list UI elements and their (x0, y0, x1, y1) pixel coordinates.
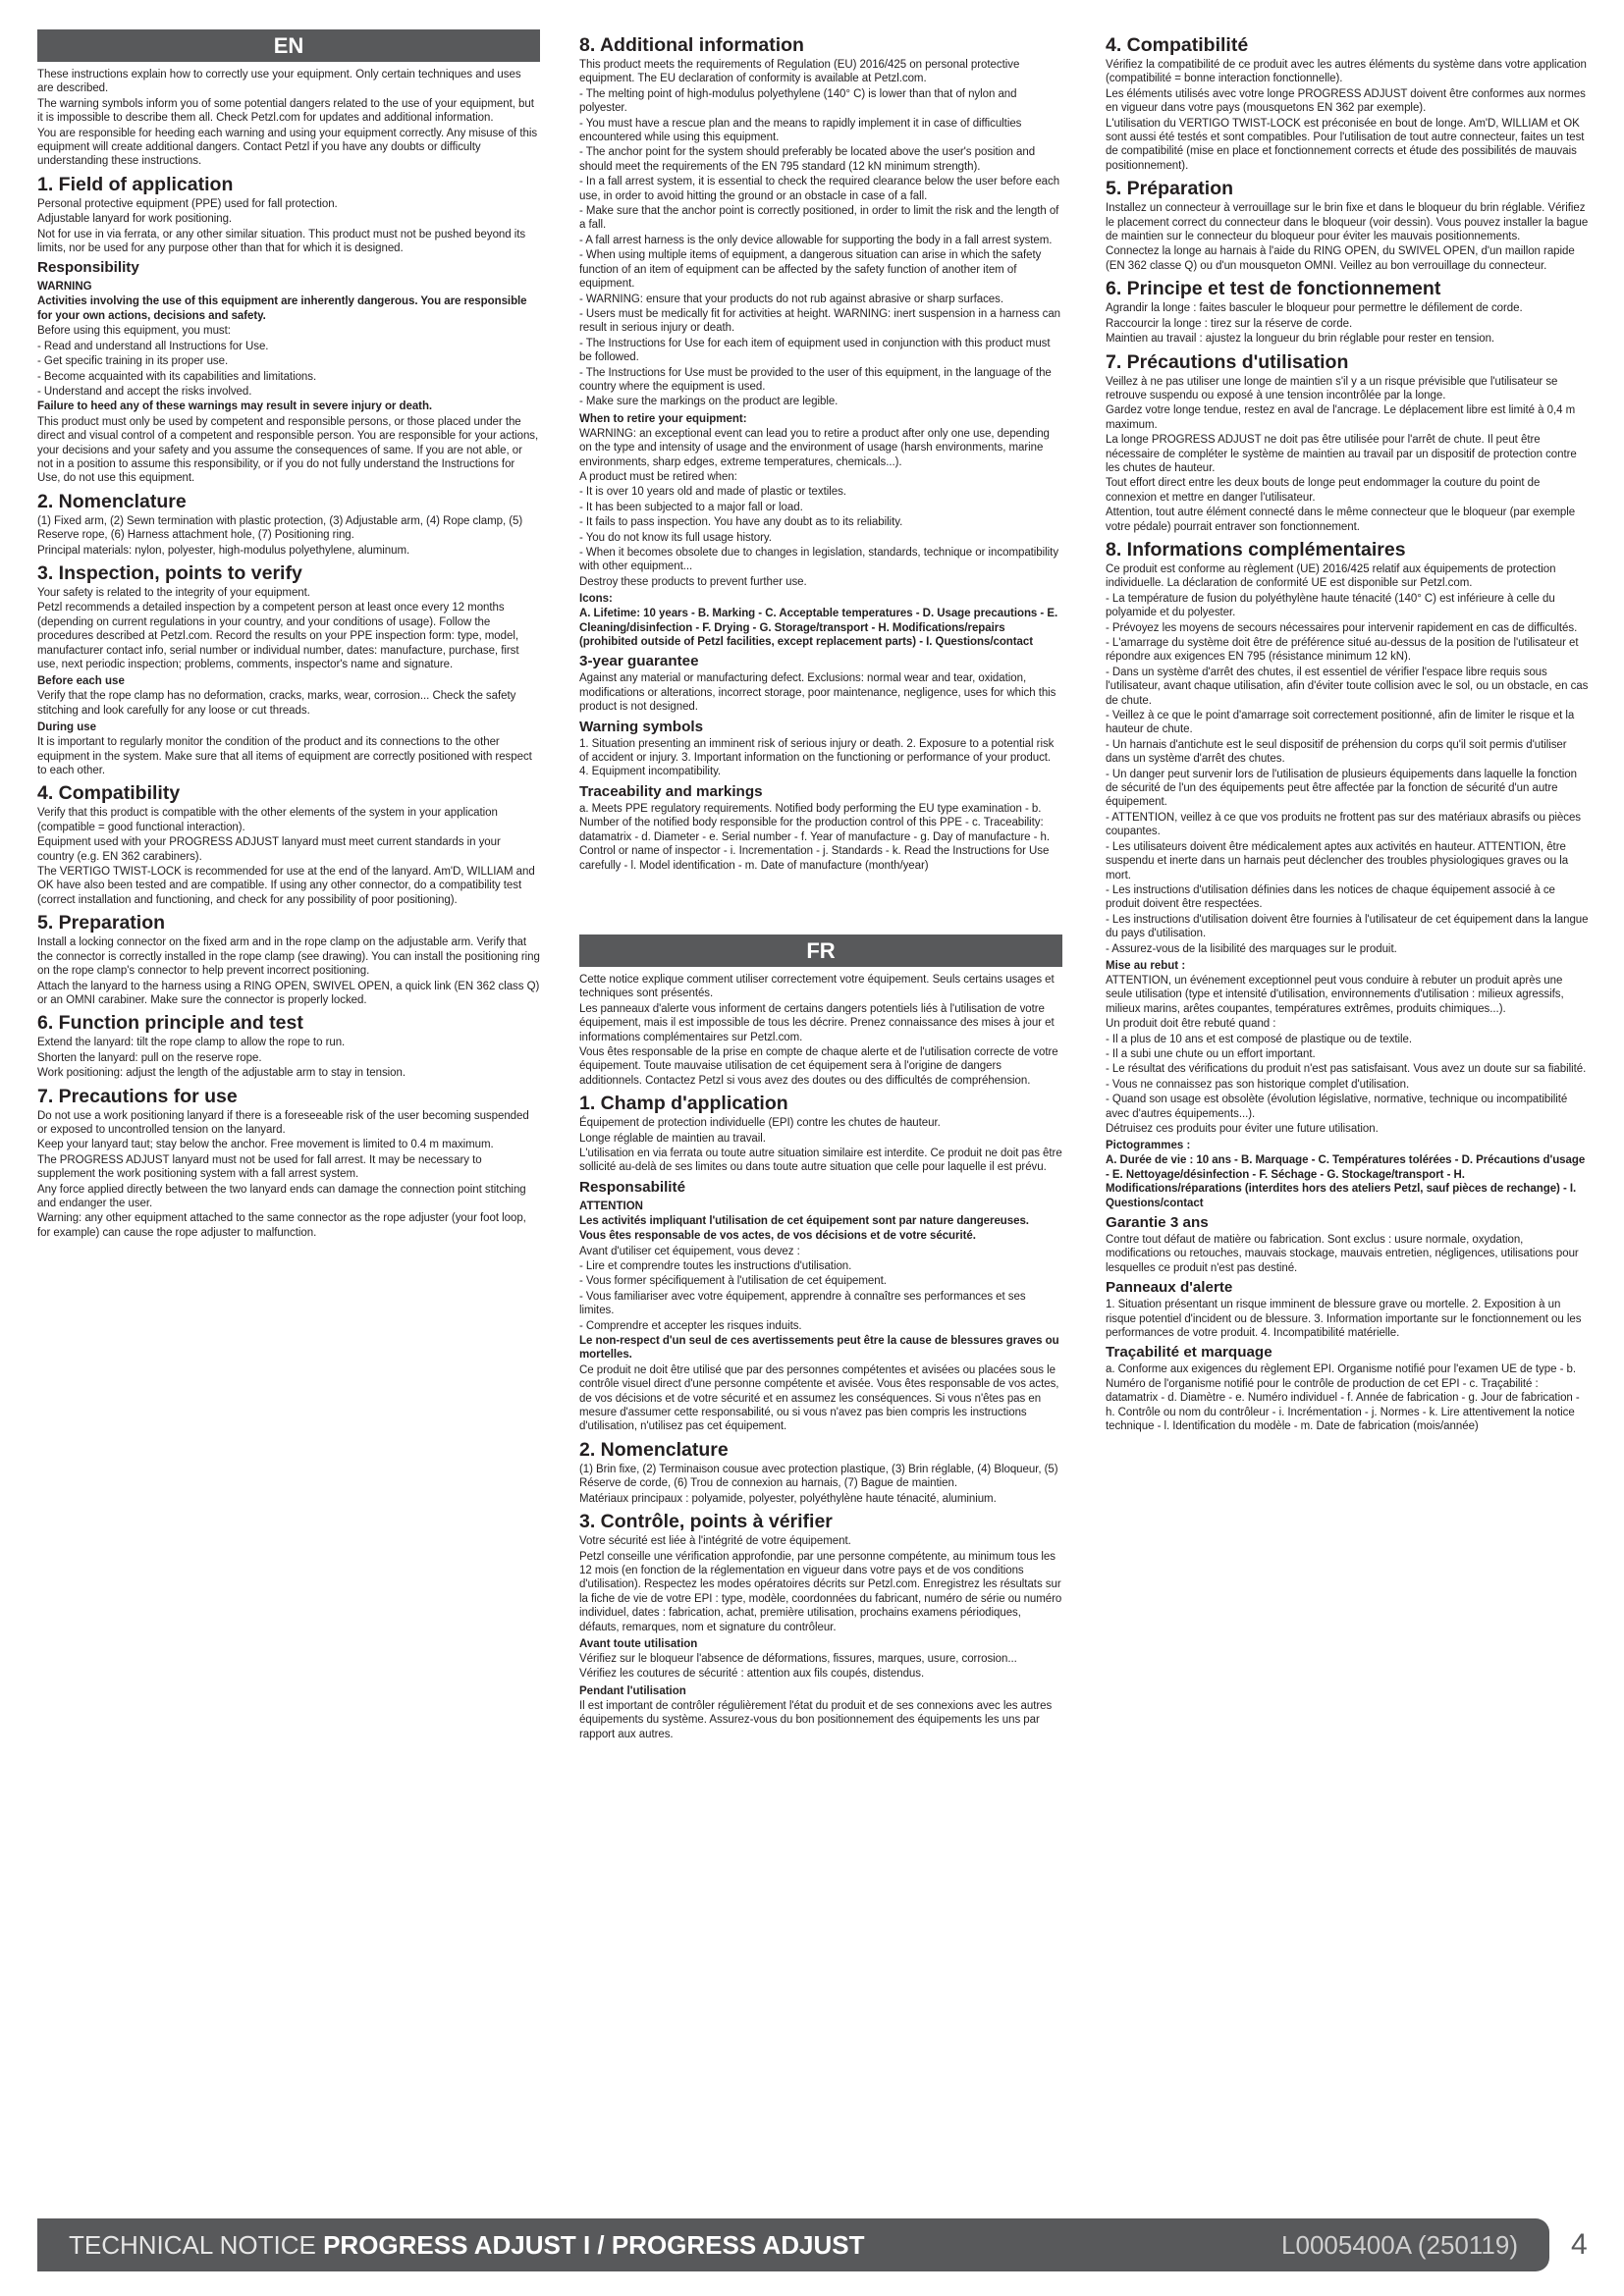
paragraph: - La température de fusion du polyéthylène haute ténacité (140° C) est inférieure à celle du polyamide et du polyester. (1106, 592, 1555, 619)
paragraph: (1) Brin fixe, (2) Terminaison cousue avec protection plastique, (3) Brin réglable, (4) Bloqueur, (5) Réserve de corde, (6) Trou de connexion au harnais, (7) Bague de maintien. (579, 1463, 1058, 1490)
warning-paragraph: A. Lifetime: 10 years - B. Marking - C. Acceptable temperatures - D. Usage precautions - E. Cleaning/disinfection - F. Drying - G. Storage/transport - H. Modifications/repairs (prohibited outside of Petzl facilities, except replacement parts) - I. Questions/contact (579, 608, 1058, 649)
paragraph: Il est important de contrôler régulièrement l'état du produit et de ses connexions avec les autres équipements du système. Assurez-vous du bon positionnement des équipements les uns par rapport aux autres. (579, 1699, 1053, 1740)
footer-bar (37, 2218, 1549, 2271)
page-number: 4 (1571, 2228, 1588, 2261)
paragraph: Vous êtes responsable de la prise en compte de chaque alerte et de l'utilisation correcte de votre équipement. Toute mauvaise utilisation de cet équipement sera à l'origine de dangers additionnels. Contactez Petzl si vous avez des doutes ou des difficultés de compréhension. (579, 1045, 1058, 1087)
paragraph: Un produit doit être rebuté quand : (1106, 1018, 1276, 1031)
paragraph: Les éléments utilisés avec votre longe PROGRESS ADJUST doivent être conformes aux normes en vigueur dans votre pays (mousquetons EN 362 par exemple). (1106, 87, 1586, 115)
paragraph: Petzl recommends a detailed inspection by a competent person at least once every 12 months (depending on current regulations in your country, and your conditions of usage). Follow the procedures described at Petzl.com. Record the results on your PPE inspection form: type, model, manufacturer contact info, serial number or individual number, dates: manufacture, purchase, first use, next periodic inspection; problems, comments, inspector's name and signature. (37, 602, 519, 670)
minor-heading: During use (37, 721, 97, 734)
section-heading: 5. Preparation (37, 912, 166, 934)
subsection-heading: Garantie 3 ans (1106, 1214, 1209, 1232)
paragraph: - Users must be medically fit for activities at height. WARNING: inert suspension in a harness can result in serious injury or death. (579, 307, 1061, 335)
column-1 (37, 29, 540, 1241)
paragraph: The warning symbols inform you of some potential dangers related to the use of your equipment, but it is impossible to describe them all. Check Petzl.com for updates and additional information. (37, 97, 534, 125)
column-spacer (579, 874, 1062, 934)
paragraph: The PROGRESS ADJUST lanyard must not be used for fall arrest. It may be necessary to supplement the work positioning system with a fall arrest system. (37, 1153, 482, 1181)
section-heading: 8. Informations complémentaires (1106, 538, 1406, 561)
paragraph: - ATTENTION, veillez à ce que vos produits ne frottent pas sur des matériaux abrasifs ou pièces coupantes. (1106, 811, 1582, 838)
paragraph: - L'amarrage du système doit être de préférence situé au-dessus de la position de l'utilisateur et répondre aux exigences EN 795 (résistance minimum 12 kN). (1106, 637, 1579, 664)
section-heading: 4. Compatibility (37, 782, 181, 805)
paragraph: Not for use in via ferrata, or any other similar situation. This product must not be pushed beyond its limits, nor be used for any purpose other than that for which it is designed. (37, 228, 526, 255)
section-heading: 1. Champ d'application (579, 1093, 788, 1115)
subsection-heading: Responsibility (37, 259, 139, 277)
paragraph: This product meets the requirements of Regulation (EU) 2016/425 on personal protective equipment. The EU declaration of conformity is available at Petzl.com. (579, 59, 1020, 85)
paragraph: - Le résultat des vérifications du produit n'est pas satisfaisant. Vous avez un doute sur sa fiabilité. (1106, 1063, 1587, 1076)
paragraph: - Lire et comprendre toutes les instructions d'utilisation. (579, 1260, 852, 1272)
paragraph: - Comprendre et accepter les risques induits. (579, 1319, 802, 1332)
section-heading: 2. Nomenclature (579, 1438, 729, 1461)
paragraph: 1. Situation présentant un risque imminent de blessure grave ou mortelle. 2. Exposition à un risque potentiel d'incident ou de blessure. 3. Information importante sur le fonctionnement ou les performances de votre produit. 4. Incompatibilité matérielle. (1106, 1299, 1582, 1340)
subsection-heading: Responsabilité (579, 1178, 686, 1196)
subsection-heading: Warning symbols (579, 718, 704, 735)
paragraph: A product must be retired when: (579, 470, 737, 483)
paragraph: - Dans un système d'arrêt des chutes, il est essentiel de vérifier l'espace libre requis sous l'utilisateur, avant chaque utilisation, afin d'éviter toute collision avec le sol, ou un obstacle, en cas de chute. (1106, 666, 1589, 707)
footer-product: PROGRESS ADJUST I / PROGRESS ADJUST (323, 2230, 865, 2260)
paragraph: The VERTIGO TWIST-LOCK is recommended for use at the end of the lanyard. Am'D, WILLIAM and OK have also been tested and are compatible. If using any other connector, do a compatibility test (correct installation and functioning, and check for any possibility of poor positioning). (37, 866, 535, 906)
paragraph: 1. Situation presenting an imminent risk of serious injury or death. 2. Exposure to a potential risk of accident or injury. 3. Important information on the functioning or performance of your product. 4. Equipment incompatibility. (579, 737, 1055, 778)
paragraph: - It has been subjected to a major fall or load. (579, 501, 803, 513)
paragraph: You are responsible for heeding each warning and using your equipment correctly. Any misuse of this equipment will create additional dangers. Contact Petzl if you have any doubts or difficulty understanding these instructions. (37, 127, 538, 168)
paragraph: Shorten the lanyard: pull on the reserve rope. (37, 1051, 262, 1064)
paragraph: Tout effort direct entre les deux bouts de longe peut endommager la couture du point de connexion et mettre en danger l'utilisateur. (1106, 477, 1541, 504)
paragraph: Installez un connecteur à verrouillage sur le brin fixe et dans le bloqueur du brin réglable. Vérifiez le placement correct du connecteur dans le bloqueur (voir dessin). Vous pouvez installer la bague de maintien sur le connecteur du bloqueur pour éviter les mauvais positionnements. (1106, 202, 1589, 243)
paragraph: a. Meets PPE regulatory requirements. Notified body performing the EU type examination - b. Number of the notified body responsible for the production control of this PPE - c. Traceability: datamatrix - d. Diameter - e. Serial number - f. Year of manufacture - g. Day of manufacture - h. Control or name of inspector - i. Incrementation - j. Standards - k. Read the Instructions for Use carefully - l. Model identification - m. Date of manufacture (month/year) (579, 802, 1050, 872)
paragraph: - Get specific training in its proper use. (37, 355, 229, 368)
paragraph: - Veillez à ce que le point d'amarrage soit correctement positionné, afin de limiter le risque et la hauteur de chute. (1106, 710, 1575, 736)
paragraph: Destroy these products to prevent further use. (579, 575, 807, 588)
paragraph: - Il a subi une chute ou un effort important. (1106, 1047, 1316, 1060)
paragraph: La longe PROGRESS ADJUST ne doit pas être utilisée pour l'arrêt de chute. Il peut être nécessaire de compléter le système de maintien au travail par un dispositif de protection contre les chutes de hauteur. (1106, 434, 1577, 474)
paragraph: - You must have a rescue plan and the means to rapidly implement it in case of difficulties encountered while using this equipment. (579, 117, 1022, 144)
paragraph: Ce produit est conforme au règlement (UE) 2016/425 relatif aux équipements de protection individuelle. La déclaration de conformité UE est disponible sur Petzl.com. (1106, 562, 1556, 590)
paragraph: Contre tout défaut de matière ou fabrication. Sont exclus : usure normale, oxydation, modifications ou retouches, mauvais stockage, mauvais entretien, négligences, utilisations pour lesquelles ce produit n'est pas destiné. (1106, 1234, 1579, 1274)
subsection-heading: Traceability and markings (579, 782, 763, 800)
section-heading: 2. Nomenclature (37, 490, 187, 512)
paragraph: Raccourcir la longe : tirez sur la réserve de corde. (1106, 317, 1353, 330)
subsection-heading: Traçabilité et marquage (1106, 1344, 1272, 1362)
minor-heading: When to retire your equipment: (579, 412, 747, 425)
paragraph: - It fails to pass inspection. You have any doubt as to its reliability. (579, 516, 903, 529)
warning-paragraph: Activities involving the use of this equipment are inherently dangerous. You are responsible for your own actions, decisions and safety. (37, 295, 527, 322)
paragraph: - The anchor point for the system should preferably be located above the user's position and should meet the requirements of the EN 795 standard (12 kN minimum strength). (579, 146, 1036, 173)
paragraph: - The Instructions for Use for each item of equipment used in conjunction with this product must be followed. (579, 337, 1051, 364)
paragraph: - When it becomes obsolete due to changes in legislation, standards, technique or incompatibility with other equipment... (579, 547, 1059, 573)
paragraph: - Les instructions d'utilisation doivent être fournies à l'utilisateur de cet équipement dans la langue du pays d'utilisation. (1106, 913, 1589, 940)
paragraph: Install a locking connector on the fixed arm and in the rope clamp on the adjustable arm. Verify that the connector is correctly installed in the rope clamp (see drawing). You can install the positioning ring on the rope clamp's connector to help prevent incorrect positioning. (37, 936, 540, 978)
language-header: FR (579, 934, 1062, 967)
section-heading: 3. Contrôle, points à vérifier (579, 1511, 833, 1533)
footer-notice: TECHNICAL NOTICE (69, 2230, 316, 2260)
paragraph: Maintien au travail : ajustez la longueur du brin réglable pour rester en tension. (1106, 333, 1495, 346)
paragraph: Any force applied directly between the two lanyard ends can damage the connection point stitching and endanger the user. (37, 1183, 526, 1209)
paragraph: L'utilisation en via ferrata ou toute autre situation similaire est interdite. Ce produit ne doit pas être sollicité au-delà de ses limites ou dans toute autre situation que celle pour laquelle il est prévu. (579, 1147, 1062, 1174)
paragraph: Cette notice explique comment utiliser correctement votre équipement. Seuls certains usages et techniques sont présentés. (579, 973, 1055, 1000)
paragraph: - The Instructions for Use must be provided to the user of this equipment, in the language of the country where the equipment is used. (579, 366, 1052, 393)
paragraph: - Prévoyez les moyens de secours nécessaires pour intervenir rapidement en cas de difficultés. (1106, 621, 1578, 634)
column-2 (579, 29, 1062, 1742)
paragraph: Détruisez ces produits pour éviter une future utilisation. (1106, 1123, 1379, 1135)
paragraph: This product must only be used by competent and responsible persons, or those placed under the direct and visual control of a competent and responsible person. You are responsible for your actions, your decisions and your safety and you assume the consequences of same. If you are not able, or not in a position to assume this responsibility, or if you do not fully understand the Instructions for Use, do not use this equipment. (37, 415, 539, 485)
paragraph: Gardez votre longe tendue, restez en aval de l'ancrage. Le déplacement libre est limité à 0,4 m maximum. (1106, 404, 1576, 431)
section-heading: 1. Field of application (37, 173, 234, 195)
paragraph: Veillez à ne pas utiliser une longe de maintien s'il y a un risque prévisible que l'utilisateur se retrouve suspendu ou exposé à une tension incontrôlée par la longe. (1106, 375, 1558, 401)
paragraph: Against any material or manufacturing defect. Exclusions: normal wear and tear, oxidation, modifications or alterations, incorrect storage, poor maintenance, negligence, uses for which this product is not designed. (579, 672, 1056, 714)
minor-heading: Before each use (37, 675, 125, 688)
paragraph: Before using this equipment, you must: (37, 325, 231, 338)
paragraph: Vérifiez la compatibilité de ce produit avec les autres éléments du système dans votre application (compatibilité = bonne interaction fonctionnelle). (1106, 59, 1587, 85)
subsection-heading: Panneaux d'alerte (1106, 1279, 1233, 1297)
footer-title (69, 2218, 864, 2271)
paragraph: ATTENTION, un événement exceptionnel peut vous conduire à rebuter un produit après une seule utilisation (type et intensité d'utilisation, environnements d'utilisation : milieux agressifs, milieux marins, arêtes coupantes, températures extrêmes, produits chimiques...). (1106, 974, 1564, 1015)
paragraph: - Vous ne connaissez pas son historique complet d'utilisation. (1106, 1078, 1410, 1091)
paragraph: Personal protective equipment (PPE) used for fall protection. (37, 197, 338, 210)
paragraph: Avant d'utiliser cet équipement, vous devez : (579, 1245, 800, 1257)
section-heading: 7. Precautions for use (37, 1085, 238, 1107)
paragraph: Équipement de protection individuelle (EPI) contre les chutes de hauteur. (579, 1117, 941, 1130)
paragraph: - Assurez-vous de la lisibilité des marquages sur le produit. (1106, 942, 1397, 955)
paragraph: Longe réglable de maintien au travail. (579, 1132, 766, 1145)
paragraph: Agrandir la longe : faites basculer le bloqueur pour permettre le défilement de corde. (1106, 302, 1523, 315)
warning-paragraph: Vous êtes responsable de vos actes, de vos décisions et de votre sécurité. (579, 1230, 976, 1243)
minor-heading: Avant toute utilisation (579, 1637, 698, 1650)
column-3 (1106, 29, 1589, 1435)
paragraph: - Make sure the markings on the product are legible. (579, 396, 839, 408)
paragraph: - WARNING: ensure that your products do not rub against abrasive or sharp surfaces. (579, 293, 1003, 305)
paragraph: Keep your lanyard taut; stay below the anchor. Free movement is limited to 0.4 m maximum. (37, 1139, 494, 1151)
paragraph: It is important to regularly monitor the condition of the product and its connections to the other equipment in the system. Make sure that all items of equipment are correctly positioned with respect to each other. (37, 736, 532, 777)
paragraph: - Understand and accept the risks involved. (37, 385, 252, 398)
paragraph: Vérifiez sur le bloqueur l'absence de déformations, fissures, marques, usure, corrosion... (579, 1652, 1017, 1665)
paragraph: - Il a plus de 10 ans et est composé de plastique ou de textile. (1106, 1033, 1412, 1045)
paragraph: - Les utilisateurs doivent être médicalement aptes aux activités en hauteur. ATTENTION, être suspendu et inerte dans un harnais peut déclencher des troubles physiologiques graves ou la mort. (1106, 840, 1569, 881)
paragraph: - Vous former spécifiquement à l'utilisation de cet équipement. (579, 1275, 887, 1288)
minor-heading: Mise au rebut : (1106, 959, 1186, 972)
subsection-heading: 3-year guarantee (579, 653, 699, 670)
paragraph: a. Conforme aux exigences du règlement EPI. Organisme notifié pour l'examen UE de type - b. Numéro de l'organisme notifié pour le contrôle de production de cet EPI - c. Traçabilité : datamatrix - d. Diamètre - e. Numéro individuel - f. Année de fabrication - g. Jour de fabrication - h. Contrôle ou nom du contrôleur - i. Incrémentation - j. Normes - k. Lire attentivement la notice technique - l. Identification du modèle - m. Date de fabrication (mois/année) (1106, 1363, 1580, 1433)
paragraph: Verify that this product is compatible with the other elements of the system in your application (compatible = good functional interaction). (37, 807, 498, 833)
language-header: EN (37, 29, 540, 62)
paragraph: These instructions explain how to correctly use your equipment. Only certain techniques and uses are described. (37, 69, 521, 95)
paragraph: Vérifiez les coutures de sécurité : attention aux fils coupés, distendus. (579, 1668, 925, 1681)
paragraph: - Quand son usage est obsolète (évolution législative, normative, technique ou incompatibilité avec d'autres équipements...). (1106, 1094, 1568, 1120)
paragraph: - Vous familiariser avec votre équipement, apprendre à connaître ses performances et ses limites. (579, 1290, 1026, 1317)
section-heading: 3. Inspection, points to verify (37, 561, 302, 584)
minor-heading: WARNING (37, 281, 92, 294)
paragraph: - Un harnais d'antichute est le seul dispositif de préhension du corps qu'il soit permis d'utiliser dans un système d'arrêt des chutes. (1106, 738, 1567, 766)
paragraph: L'utilisation du VERTIGO TWIST-LOCK est préconisée en bout de longe. Am'D, WILLIAM et OK sont aussi été testés et sont compatibles. Pour l'utilisation de tout autre connecteur, faites un test de compatibilité (mise en place et fonctionnement corrects et étude des possibilités de mauvais positionnement). (1106, 117, 1585, 172)
paragraph: - Become acquainted with its capabilities and limitations. (37, 370, 317, 383)
paragraph: - Read and understand all Instructions for Use. (37, 340, 269, 352)
paragraph: Petzl conseille une vérification approfondie, par une personne compétente, au minimum tous les 12 mois (en fonction de la réglementation en vigueur dans votre pays et de vos conditions d'utilisation). Respectez les modes opératoires décrits sur Petzl.com. Enregistrez les résultats sur la fiche de vie de votre EPI : type, modèle, coordonnées du fabricant, numéro de série ou numéro individuel, dates : fabrication, achat, première utilisation, prochains examens périodiques, défauts, remarques, nom et signature du contrôleur. (579, 1550, 1062, 1633)
paragraph: - The melting point of high-modulus polyethylene (140° C) is lower than that of nylon and polyester. (579, 87, 1017, 115)
paragraph: Verify that the rope clamp has no deformation, cracks, marks, wear, corrosion... Check the safety stitching and look carefully for any loose or cut threads. (37, 690, 516, 717)
warning-paragraph: Le non-respect d'un seul de ces avertissements peut être la cause de blessures graves ou mortelles. (579, 1335, 1059, 1362)
minor-heading: Icons: (579, 593, 613, 606)
warning-paragraph: Failure to heed any of these warnings may result in severe injury or death. (37, 400, 433, 413)
paragraph: WARNING: an exceptional event can lead you to retire a product after only one use, depending on the type and intensity of usage and the environment of usage (harsh environments, marine environments, sharp edges, extreme temperatures, chemicals...). (579, 427, 1050, 468)
section-heading: 5. Préparation (1106, 178, 1234, 200)
section-heading: 6. Principe et test de fonctionnement (1106, 278, 1441, 300)
paragraph: (1) Fixed arm, (2) Sewn termination with plastic protection, (3) Adjustable arm, (4) Rope clamp, (5) Reserve rope, (6) Harness attachment hole, (7) Positioning ring. (37, 514, 523, 542)
paragraph: Connectez la longe au harnais à l'aide du RING OPEN, du SWIVEL OPEN, d'un maillon rapide (EN 362 classe Q) ou d'un mousqueton OMNI. Veillez au bon verrouillage du connecteur. (1106, 245, 1575, 272)
paragraph: - When using multiple items of equipment, a dangerous situation can arise in which the safety function of an item of equipment can be affected by the safety function of another item of equipment. (579, 249, 1042, 291)
section-heading: 6. Function principle and test (37, 1012, 303, 1035)
paragraph: Les panneaux d'alerte vous informent de certains dangers potentiels liés à l'utilisation de votre équipement, mais il est impossible de tous les décrire. Prenez connaissance des mises à jour et informations complémentaires sur Petzl.com. (579, 1002, 1055, 1043)
paragraph: - Make sure that the anchor point is correctly positioned, in order to limit the risk and the length of a fall. (579, 205, 1059, 232)
minor-heading: Pendant l'utilisation (579, 1684, 686, 1697)
paragraph: Adjustable lanyard for work positioning. (37, 213, 233, 226)
paragraph: Principal materials: nylon, polyester, high-modulus polyethylene, aluminum. (37, 544, 410, 557)
paragraph: - You do not know its full usage history. (579, 531, 772, 544)
section-heading: 7. Précautions d'utilisation (1106, 350, 1349, 373)
paragraph: Matériaux principaux : polyamide, polyester, polyéthylène haute ténacité, aluminium. (579, 1492, 997, 1505)
minor-heading: ATTENTION (579, 1200, 643, 1212)
section-heading: 8. Additional information (579, 34, 804, 56)
warning-paragraph: A. Durée de vie : 10 ans - B. Marquage - C. Températures tolérées - D. Précautions d'usage - E. Nettoyage/désinfection - F. Séchage - G. Stockage/transport - H. Modifications/réparations (interdites hors des ateliers Petzl, sauf pièces de rechange) - I. Questions/contact (1106, 1154, 1586, 1209)
paragraph: - Un danger peut survenir lors de l'utilisation de plusieurs équipements dans laquelle la fonction de sécurité de l'un des équipements peut être affectée par la fonction de sécurité d'un autre équipement. (1106, 768, 1577, 809)
paragraph: Attention, tout autre élément connecté dans le même connecteur que le bloqueur (par exemple votre pédale) pourrait entraver son fonctionnement. (1106, 507, 1576, 533)
footer-reference: L0005400A (250119) (1281, 2230, 1518, 2260)
paragraph: Work positioning: adjust the length of the adjustable arm to stay in tension. (37, 1067, 406, 1080)
paragraph: - A fall arrest harness is the only device allowable for supporting the body in a fall arrest system. (579, 234, 1053, 246)
paragraph: Extend the lanyard: tilt the rope clamp to allow the rope to run. (37, 1037, 346, 1049)
paragraph: - Les instructions d'utilisation définies dans les notices de chaque équipement associé à ce produit doivent être respectées. (1106, 883, 1555, 911)
section-heading: 4. Compatibilité (1106, 34, 1249, 56)
paragraph: Equipment used with your PROGRESS ADJUST lanyard must meet current standards in your country (e.g. EN 362 carabiners). (37, 836, 501, 863)
paragraph: Warning: any other equipment attached to the same connector as the rope adjuster (your foot loop, for example) can cause the rope adjuster to malfunction. (37, 1212, 526, 1239)
paragraph: Your safety is related to the integrity of your equipment. (37, 586, 310, 599)
minor-heading: Pictogrammes : (1106, 1140, 1191, 1152)
paragraph: Attach the lanyard to the harness using a RING OPEN, SWIVEL OPEN, a quick link (EN 362 class Q) or an OMNI carabiner. Make sure the connector is properly locked. (37, 980, 540, 1006)
paragraph: Votre sécurité est liée à l'intégrité de votre équipement. (579, 1535, 851, 1548)
paragraph: Ce produit ne doit être utilisé que par des personnes compétentes et avisées ou placées sous le contrôle visuel direct d'une personne compétente et avisée. Vous êtes responsable de vos actes, de vos décisions et de votre sécurité et en assumez les conséquences. Si vous n'êtes pas en mesure d'assumer cette responsabilité, ou si vous n'avez pas bien compris les instructions d'utilisation, n'utilisez pas cet équipement. (579, 1363, 1059, 1433)
paragraph: - It is over 10 years old and made of plastic or textiles. (579, 486, 846, 499)
paragraph: Do not use a work positioning lanyard if there is a foreseeable risk of the user becoming suspended or exposed to uncontrolled tension on the lanyard. (37, 1109, 529, 1136)
warning-paragraph: Les activités impliquant l'utilisation de cet équipement sont par nature dangereuses. (579, 1214, 1029, 1227)
paragraph: - In a fall arrest system, it is essential to check the required clearance below the user before each use, in order to avoid hitting the ground or an obstacle in case of a fall. (579, 176, 1060, 202)
